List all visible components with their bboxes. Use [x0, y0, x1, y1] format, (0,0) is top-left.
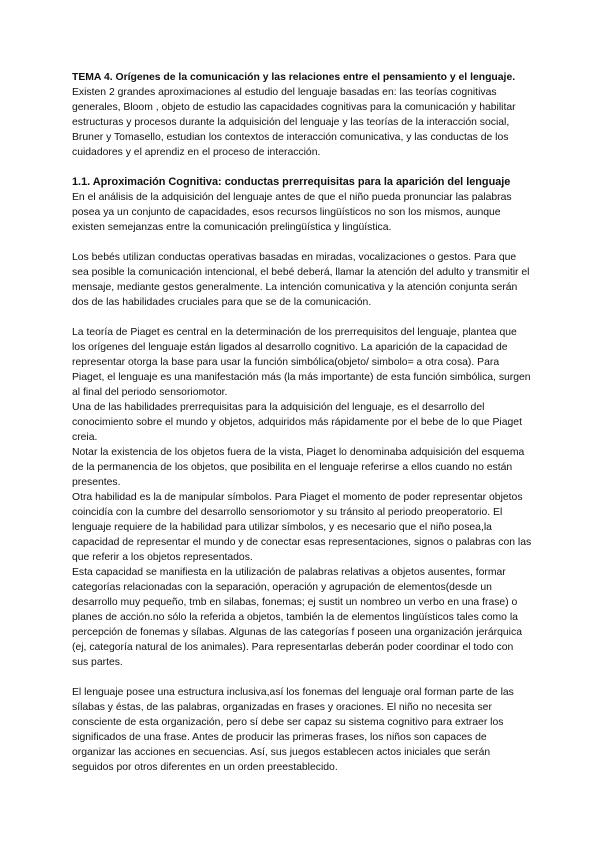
- paragraph-gap: [72, 670, 532, 685]
- document-title: TEMA 4. Orígenes de la comunicación y las relaciones entre el pensamiento y el lenguaje.: [72, 72, 516, 83]
- paragraph: Esta capacidad se manifiesta en la utilización de palabras relativas a objetos ausentes, formar categorías relacionadas con la separación, operación y agrupación de elementos(desde un desarrollo muy pequeño, tmb en silabas, fonemas; ej sustit un nombreo un verbo en una frase) o planes de acción.no sólo la referida a objetos, también la de elementos lingüísticos tales como la percepción de fonemas y sílabas. Algunas de las categorías f poseen una organización jerárquica (ej, categoría natural de los animales). Para representarlas deberán poder coordinar el todo con sus partes.: [72, 567, 522, 668]
- paragraph: Otra habilidad es la de manipular símbolos. Para Piaget el momento de poder representar objetos coincidía con la cumbre del desarrollo sensoriomotor y su tránsito al periodo preoperatorio. El lenguaje requiere de la habilidad para utilizar símbolos, y es necesario que el niño posea,la capacidad de representar el mundo y de conectar esas representaciones, signos o palabras con las que referir a los objetos representados.: [72, 492, 532, 563]
- paragraph-gap: [72, 310, 532, 325]
- paragraph: Los bebés utilizan conductas operativas basadas en miradas, vocalizaciones o gestos. Para que sea posible la comunicación intencional, el bebé deberá, llamar la atención del adulto y transmitir el mensaje, mediante gestos generalmente. La intención comunicativa y la atención conjunta serán dos de las habilidades cruciales para que se de la comunicación.: [72, 252, 530, 308]
- paragraph: El lenguaje posee una estructura inclusiva,así los fonemas del lenguaje oral forman parte de las sílabas y éstas, de las palabras, organizadas en frases y oraciones. El niño no necesita ser consciente de esta organización, pero sí debe ser capaz su sistema cognitivo para extraer los significados de una frase. Antes de producir las primeras frases, los niños son capaces de organizar las acciones en secuencias. Así, sus juegos establecen actos iniciales que serán seguidos por otros diferentes en un orden preestablecido.: [72, 687, 514, 773]
- paragraph: La teoría de Piaget es central en la determinación de los prerrequisitos del lenguaje, plantea que los orígenes del lenguaje están ligados al desarrollo cognitivo. La aparición de la capacidad de representar otorga la base para usar la función simbólica(objeto/ simbolo= a otra cosa). Para Piaget, el lenguaje es una manifestación más (la más importante) de esta función simbólica, surgen al final del periodo sensoriomotor.: [72, 327, 531, 398]
- paragraph: Una de las habilidades prerrequisitas para la adquisición del lenguaje, es el desarrollo del conocimiento sobre el mundo y objetos, adquiridos más rápidamente por el bebe de lo que Piaget creia.: [72, 402, 522, 443]
- document-page: [72, 70, 532, 775]
- section-heading: 1.1. Aproximación Cognitiva: conductas prerrequisitas para la aparición del lenguaje: [72, 176, 511, 188]
- paragraph: En el análisis de la adquisición del lenguaje antes de que el niño pueda pronunciar las palabras posea ya un conjunto de capacidades, esos recursos lingüísticos no son los mismos, aunque existen semejanzas entre la comunicación prelingüística y lingüística.: [72, 192, 512, 233]
- paragraph-gap: [72, 235, 532, 250]
- paragraph: Notar la existencia de los objetos fuera de la vista, Piaget lo denominaba adquisición del esquema de la permanencia de los objetos, que posibilita en el lenguaje referirse a ellos cuando no están presentes.: [72, 447, 525, 488]
- intro-paragraph: Existen 2 grandes aproximaciones al estudio del lenguaje basadas en: las teorías cognitivas generales, Bloom , objeto de estudio las capacidades cognitivas para la comunicación y habilitar estructuras y procesos durante la adquisición del lenguaje y las teorías de la interacción social, Bruner y Tomasello, estudian los contextos de interacción comunicativa, y las conductas de los cuidadores y el aprendiz en el proceso de interacción.: [72, 87, 516, 158]
